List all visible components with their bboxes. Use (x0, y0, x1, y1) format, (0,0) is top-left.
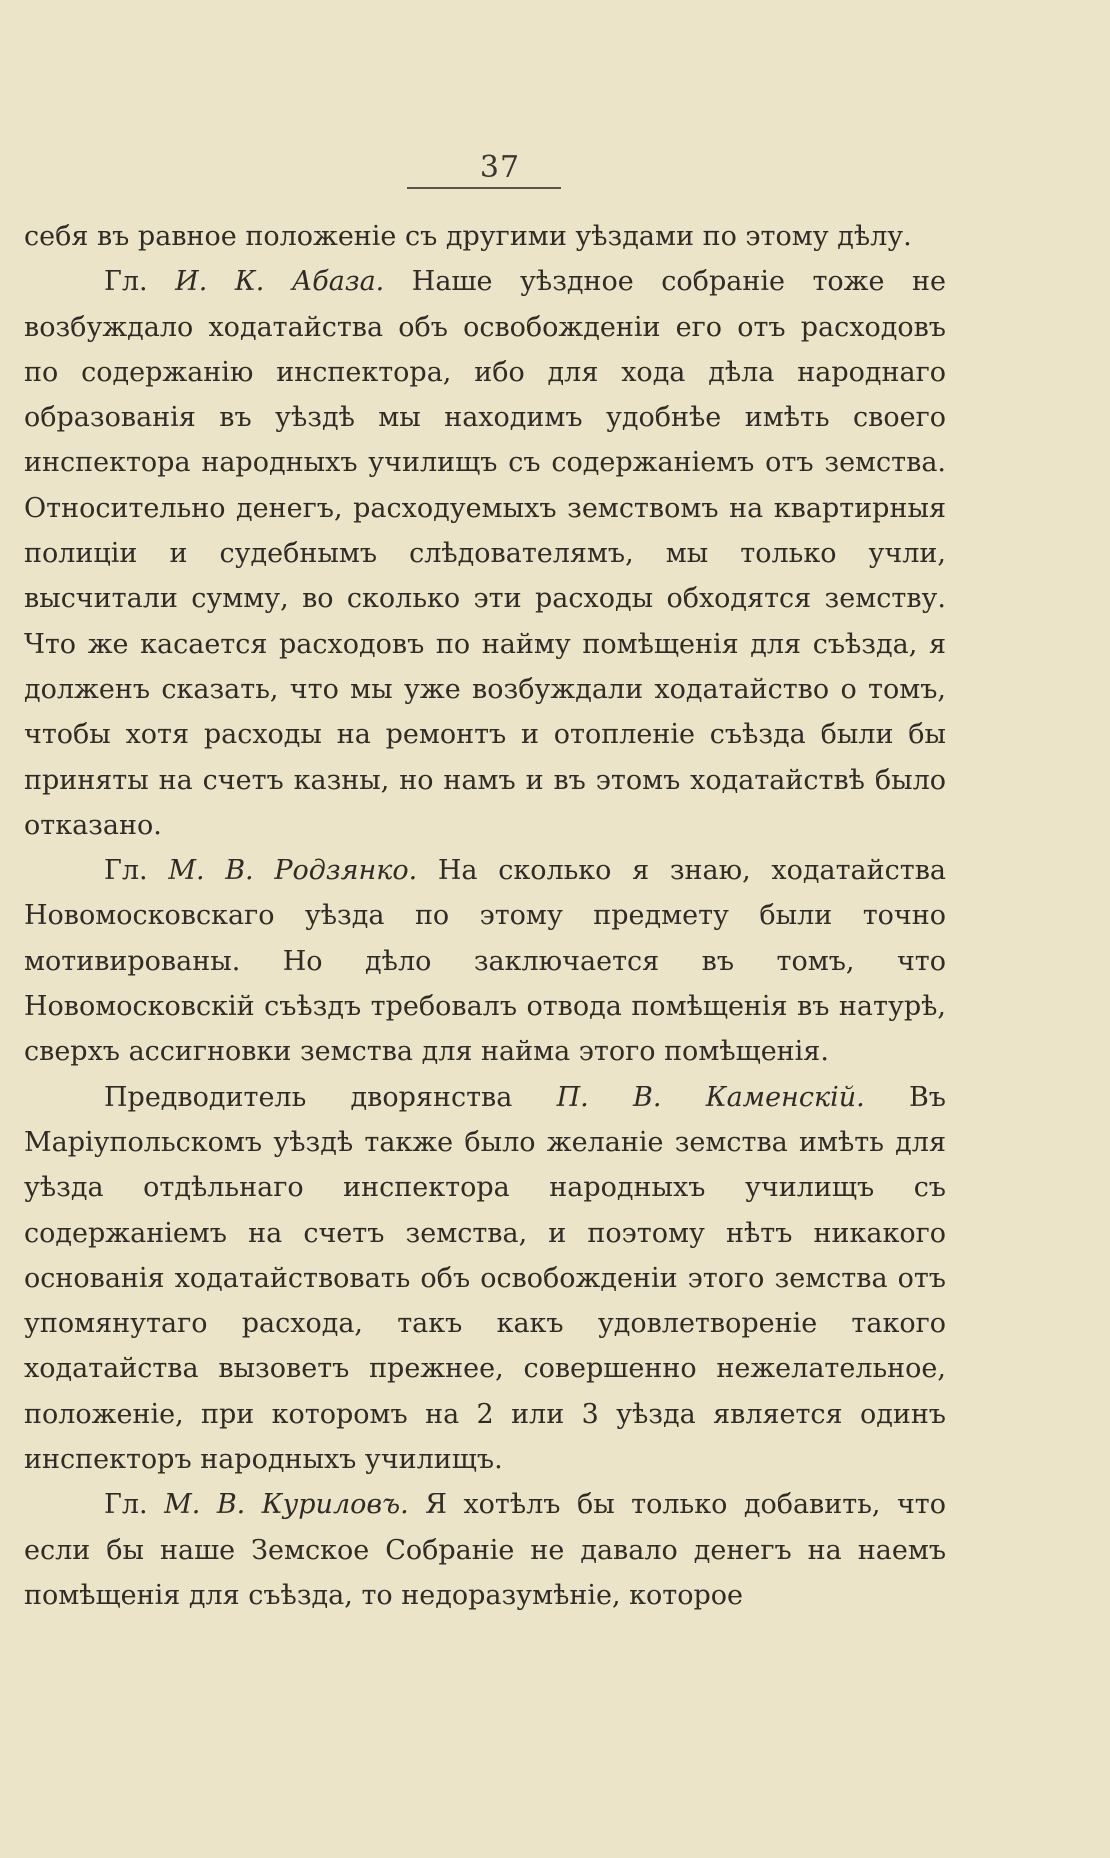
paragraph (24, 1075, 946, 1483)
paragraph-text: себя въ равное положеніе съ другими уѣздами по этому дѣлу. (24, 221, 912, 252)
speaker-name: М. В. Куриловъ. (164, 1489, 409, 1521)
paragraph-text: На сколько я знаю, ходатайства Новомосковскаго уѣзда по этому предмету были точно мотивированы. Но дѣло заключается въ томъ, что Новомосковскій съѣздъ требовалъ отвода помѣщенія въ натурѣ, сверхъ ассигновки земства для найма этого помѣщенія. (24, 855, 946, 1068)
paragraph (24, 848, 946, 1074)
paragraph-text: Наше уѣздное собраніе тоже не возбуждало ходатайства объ освобожденіи его отъ расходовъ по содержанію инспектора, ибо для хода дѣла народнаго образованія въ уѣздѣ мы находимъ удобнѣе имѣть своего инспектора народныхъ училищъ съ содержаніемъ отъ земства. Относительно денегъ, расходуемыхъ земствомъ на квартирныя полиціи и судебнымъ слѣдователямъ, мы только учли, высчитали сумму, во сколько эти расходы обходятся земству. Что же касается расходовъ по найму помѣщенія для съѣзда, я долженъ сказать, что мы уже возбуждали ходатайство о томъ, чтобы хотя расходы на ремонтъ и отопленіе съѣзда были бы приняты на счетъ казны, но намъ и въ этомъ ходатайствѣ было отказано. (24, 266, 946, 841)
speaker-prefix: Гл. (104, 1489, 148, 1521)
speaker-prefix: Гл. (104, 855, 148, 887)
page-number-rule (407, 187, 561, 189)
speaker-name: М. В. Родзянко. (168, 855, 418, 887)
speaker-prefix: Предводитель дворянства (104, 1081, 513, 1113)
paragraph (24, 1482, 946, 1618)
paragraph (24, 214, 946, 259)
page-number: 37 (479, 150, 521, 185)
body-text (24, 214, 946, 1618)
paragraph-text: Я хотѣлъ бы только добавить, что если бы наше Земское Собраніе не давало денегъ на наемъ помѣщенія для съѣзда, то недоразумѣніе, которое (24, 1489, 946, 1611)
paragraph (24, 259, 946, 848)
speaker-name: И. К. Абаза. (175, 266, 385, 298)
paragraph-text: Въ Маріупольскомъ уѣздѣ также было желаніе земства имѣть для уѣзда отдѣльнаго инспектора народныхъ училищъ съ содержаніемъ на счетъ земства, и поэтому нѣтъ никакого основанія ходатайствовать объ освобожденіи этого земства отъ упомянутаго расхода, такъ какъ удовлетвореніе такого ходатайства вызоветъ прежнее, совершенно нежелательное, положеніе, при которомъ на 2 или 3 уѣзда является одинъ инспекторъ народныхъ училищъ. (24, 1081, 946, 1476)
speaker-prefix: Гл. (104, 266, 148, 298)
speaker-name: П. В. Каменскій. (556, 1081, 865, 1113)
